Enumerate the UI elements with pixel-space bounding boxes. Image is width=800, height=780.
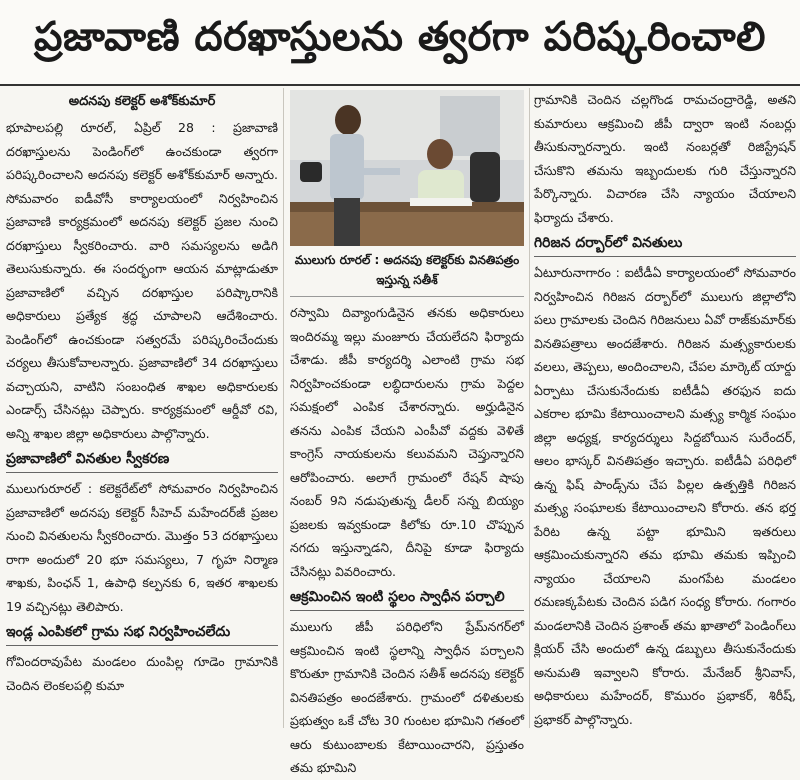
column-divider-left — [283, 88, 284, 728]
headline: ప్రజావాణి దరఖాస్తులను త్వరగా పరిష్కరించాలి — [0, 0, 800, 86]
photo-caption: ములుగు రూరల్ : అదనపు కలెక్టర్‌కు వినతిపత్రం ఇస్తున్న సతీశ్ — [290, 246, 524, 297]
article-paragraph: భూపాలపల్లి రూరల్, ఏప్రిల్ 28 : ప్రజావాణి దరఖాస్తులను పెండింగ్‌లో ఉంచకుండా త్వరగా పరిష్కరించాలని అదనపు కలెక్టర్ అశోక్‌కుమార్ అన్నారు. సోమవారం ఐడీవోసీ కార్యాలయంలో నిర్వహించిన ప్రజావాణి కార్యక్రమంలో అదనపు కలెక్టర్ ప్రజల నుంచి దరఖాస్తులు స్వీకరించారు. వారి సమస్యలను అడిగి తెలుసుకున్నారు. ఈ సందర్భంగా ఆయన మాట్లాడుతూ ప్రజావాణిలో వచ్చిన దరఖాస్తుల పరిష్కారానికి అధికారులు ప్రత్యేక శ్రద్ధ చూపాలని ఆదేశించారు. పెండింగ్‌లో ఉంచకుండా సత్వరమే పరిష్కరించేందుకు చర్యలు తీసుకోవాలన్నారు. ప్రజావాణిలో 34 దరఖాస్తులు వచ్చాయని, వాటిని సంబంధిత శాఖల అధికారులకు ఎండార్స్ చేసినట్లు చెప్పారు. కార్యక్రమంలో ఆర్డీవో రవి, అన్ని శాఖల జిల్లా అధికారులు పాల్గొన్నారు. — [6, 120, 278, 441]
article-column-2 — [290, 88, 524, 775]
article-column-3 — [534, 88, 796, 728]
article-paragraph: ములుగురూరల్ : కలెక్టరేట్‌లో సోమవారం నిర్వహించిన ప్రజావాణిలో అదనపు కలెక్టర్ సీహెచ్ మహేందర్‌జీ ప్రజల నుంచి వినతులను స్వీకరించారు. మొత్తం 53 దరఖాస్తులు రాగా అందులో 20 భూ సమస్యలు, 7 గృహ నిర్మాణ శాఖకు, పింఛన్ 1, ఉపాధి కల్పనకు 6, ఇతర శాఖలకు 19 వచ్చినట్లు తెలిపారు. — [6, 481, 278, 614]
article-column-1 — [6, 88, 278, 728]
article-paragraph: గ్రామానికి చెందిన చల్లగొండ రామచంద్రారెడ్డి, అతని కుమారులు ఆక్రమించి జీపీ ద్వారా ఇంటి నంబర్లు తీసుకున్నారన్నారు. ఇంటి నంబర్లతో రిజిస్ట్రేషన్ చేసుకొని తమను ఇబ్బందులకు గురి చేస్తున్నారని పేర్కొన్నారు. విచారణ చేసి న్యాయం చేయాలని ఫిర్యాదు చేశారు. — [534, 92, 796, 225]
byline: అదనపు కలెక్టర్ అశోక్‌కుమార్ — [68, 94, 216, 109]
article-paragraph: ములుగు జీపీ పరిధిలోని ప్రేమ్‌నగర్‌లో ఆక్రమించిన ఇంటి స్థలాన్ని స్వాధీన పర్చాలని కొరుతూ గ్రామానికి చెందిన సతీశ్ అదనపు కలెక్టర్ వినతిపత్రం అందజేశారు. గ్రామంలో దళితులకు ప్రభుత్వం ఒకే చోట 30 గుంటల భూమిని గతంలో ఆరు కుటుంబాలకు కేటాయించారని, ప్రస్తుతం తమ భూమిని — [290, 619, 524, 775]
subheading-land: ఆక్రమించిన ఇంటి స్థలం స్వాధీన పర్చాలి — [290, 589, 524, 611]
subheading-gram-sabha: ఇండ్ల ఎంపికలో గ్రామ సభ నిర్వహించలేదు — [6, 624, 278, 646]
subheading-tribal-darbar: గిరిజన దర్బార్‌లో వినతులు — [534, 235, 796, 257]
article-paragraph: రస్వామి దివ్యాంగుడినైన తనకు అధికారులు ఇందిరమ్మ ఇల్లు మంజూరు చేయలేదని ఫిర్యాదు చేశాడు. జీపీ కార్యదర్శి ఎలాంటి గ్రామ సభ నిర్వహించకుండా లబ్ధిదారులను గ్రామ పెద్దల సమక్షంలో ఎంపిక చేశారన్నారు. అర్హుడినైన తనను ఎంపిక చేయని ఎంపీవో వద్దకు వెళితే కాంగ్రెస్ నాయకులను కలువమని చెప్తున్నారని ఆరోపించారు. అలాగే గ్రామంలో రేషన్ షాపు నంబర్ 9ని నడుపుతున్న డీలర్ సన్న బియ్యం ప్రజలకు ఇవ్వకుండా కిలోకు రూ.10 చొప్పున నగదు ఇస్తున్నాడని, దీనిపై కూడా ఫిర్యాదు చేసినట్లు వివరించారు. — [290, 305, 524, 579]
news-photo — [290, 90, 524, 246]
column-divider-right — [529, 88, 530, 728]
subheading-praja-vani: ప్రజావాణిలో వినతుల స్వీకరణ — [6, 451, 278, 473]
photo-illustration — [290, 90, 524, 246]
article-paragraph: ఏటూరునాగారం : ఐటీడీఏ కార్యాలయంలో సోమవారం నిర్వహించిన గిరిజన దర్బార్‌లో ములుగు జిల్లాలోని పలు గ్రామాలకు చెందిన గిరిజనులు ఏవో రాజ్‌కుమార్‌కు వినతిపత్రాలు అందజేశారు. గిరిజన మత్స్యకారులకు వలలు, తెప్పలు, అందించాలని, చేపల మార్కెట్ యార్డు ఏర్పాటు చేసుకునేందుకు ఐటీడీఏ తరఫున ఐదు ఎకరాల భూమి కేటాయించాలని మత్స్య కార్మిక సంఘం జిల్లా అధ్యక్ష, కార్యదర్శులు సిద్దబోయిన సురేందర్, ఆలం భాస్కర్ వినతిపత్రం ఇచ్చారు. ఐటీడీఏ పరిధిలో ఉన్న ఫిష్ పాండ్స్‌ను చేప పిల్లల ఉత్పత్తికి గిరిజన మత్స్య సంఘాలకు కేటాయించాలని కోరారు. తన భర్త పేరిట ఉన్న పట్టా భూమిని ఇతరులు ఆక్రమించుకున్నారని తమ భూమి తమకు ఇప్పించి న్యాయం చేయాలని మంగపేట మండలం రమణక్కపేటకు చెందిన పడిగ సంధ్య కోరారు. గంగారం మండలానికి చెందిన ప్రశాంత్ తమ ఖాతాలో పెండింగ్‌లు క్లియర్ చేసి అందులో ఉన్న డబ్బులు తీసుకునేందుకు అనుమతి ఇవ్వాలని కోరారు. మేనేజర్ శ్రీనివాస్, అధికారులు మహేందర్, కొమురం ప్రభాకర్, శిరీష్, ప్రభాకర్ పాల్గొన్నారు. — [534, 265, 796, 727]
article-paragraph: గోవిందరావుపేట మండలం దుంపిల్ల గూడెం గ్రామానికి చెందిన లెంకలపల్లి కుమా — [6, 654, 278, 693]
